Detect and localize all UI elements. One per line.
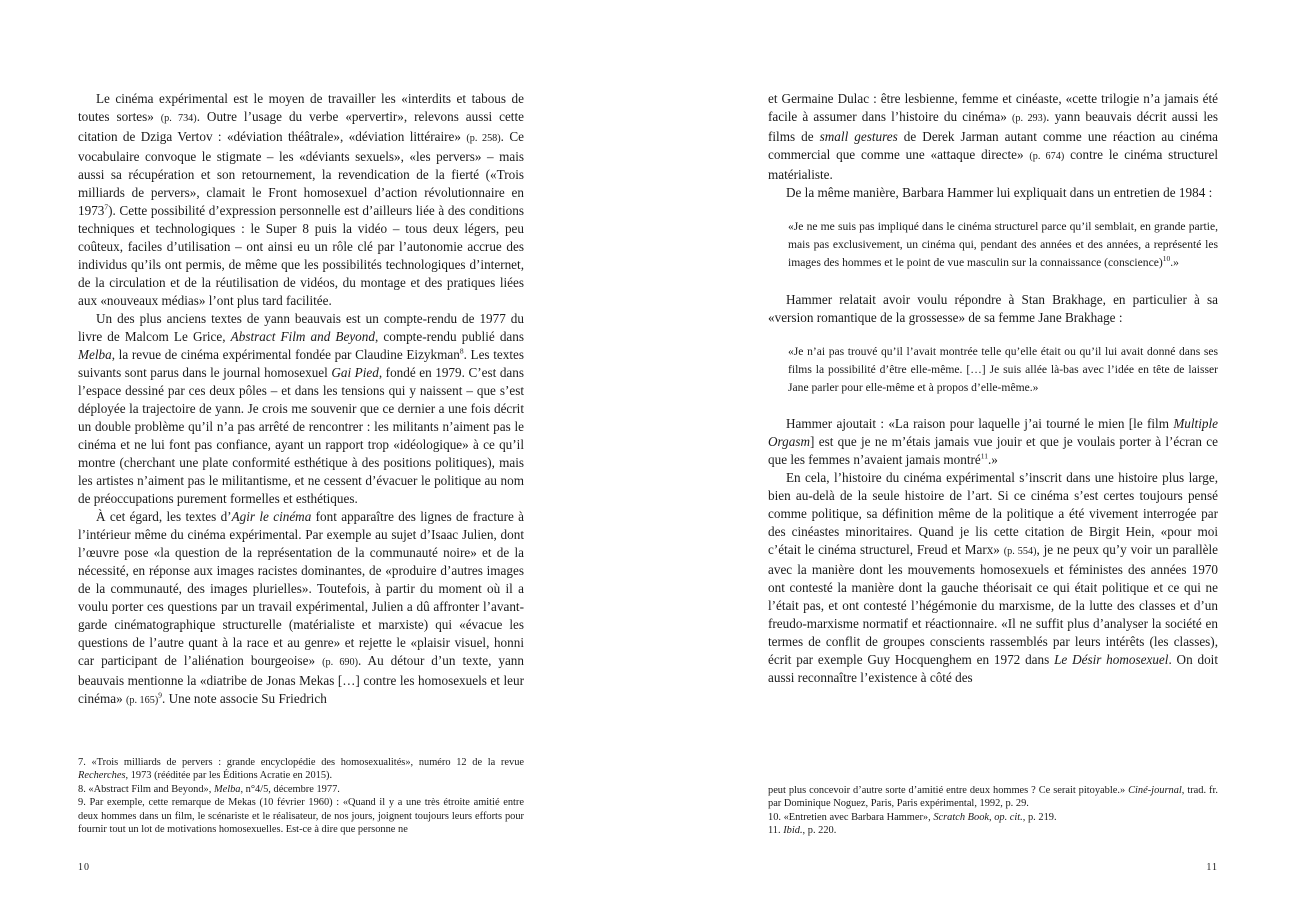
paragraph [768, 415, 1218, 469]
text-run: En cela, l’histoire du cinéma expérimental s’inscrit dans une histoire plus large, bien au-delà de la seule histoire de l’art. Si ce cinéma s’est certes toujours pensé comme politique, sa définition même de la politique a été vivement interrogée par des cinéastes minoritaires. Quand je lis cette citation de Birgit Hein, «pour moi c’était le cinéma structurel, Freud et Marx» [768, 470, 1218, 558]
text-run: font apparaître des lignes de fracture à l’intérieur même du cinéma expérimental. Par exemple au sujet d’Isaac Julien, dont l’œuvre pose «la question de la représentation de la communauté noire» et de la nécessité, en réponse aux images racistes dominantes, de «produire d’autres images de la communauté, des images plurielles». Toutefois, à partir du moment où il a voulu porter ces questions par un travail expérimental, Julien a dû affronter l’avant-garde cinématographique structurelle (matérialiste et marxiste) qui «évacue les questions de l’autre quant à la race et au genre» et rejette le «plaisir visuel, honni car participant de l’aliénation bourgeoise» [78, 509, 525, 668]
block-quote [788, 343, 1218, 398]
page-reference: (p. 690) [322, 657, 359, 668]
left-page [78, 0, 524, 913]
text-run: , p. 220. [802, 825, 837, 837]
page-reference: (p. 674) [1029, 151, 1065, 162]
paragraph [78, 310, 524, 508]
text-run: . Outre l’usage du verbe «pervertir», relevons aussi cette citation de Dziga Vertov : «déviation théâtrale», «déviation littéraire» [78, 109, 524, 144]
footnote [768, 824, 1218, 837]
footnote [78, 796, 524, 836]
text-run: 11. [768, 825, 784, 837]
text-run: 7. «Trois milliards de pervers : grande encyclopédie des homosexualités», numéro 12 de la revue [78, 757, 524, 768]
italic-title: small gestures [819, 129, 898, 144]
right-body-text [768, 90, 1218, 687]
text-run: .» [988, 452, 998, 468]
text-run: ] est que je ne m’étais jamais vue jouir et que je voulais porter à l’écran ce que les femmes n’avaient jamais montré [768, 434, 1218, 468]
italic-title: Agir le cinéma [231, 509, 312, 524]
paragraph [78, 90, 524, 310]
text-run: de Derek Jarman autant comme une réaction au cinéma commercial que comme une «attaque directe» [768, 129, 1218, 162]
footnote [768, 784, 1218, 811]
text-run: , la revue de cinéma expérimental fondée par Claudine Eizykman [111, 347, 460, 362]
page-reference: (p. 258) [466, 133, 501, 144]
left-body-text [78, 90, 524, 710]
text-run: , fondé en 1979. C’est dans l’espace dessiné par ces deux pôles – et dans les tensions qui y naissent – que s’est déployée la trajectoire de yann. Je crois me souvenir que ce dernier a une fois décrit un double problème qu’il n’a pas arrêté de rencontrer : les militants n’aiment pas le cinéma et ne lui font pas confiance, ayant un rapport trop «idéologique» à ce qu’il montre (cherchant une plate conformité esthétique à des positions politiques), mais les artistes n’aiment pas le militantisme, et ne cessent d’évacuer le politique au nom de préoccupations purement formelles et esthétiques. [78, 365, 525, 506]
text-run: , compte-rendu publié dans [374, 329, 525, 344]
text-run: . Au détour d’un texte, yann beauvais mentionne la «diatribe de Jonas Mekas […] contre les homosexuels et leur cinéma» [78, 653, 524, 706]
footnote-ref: 7 [104, 202, 109, 212]
footnote [78, 756, 524, 783]
text-run: . Les textes suivants sont parus dans le journal homosexuel [78, 347, 524, 380]
footnote-ref: 10 [1162, 254, 1171, 264]
text-run: À cet égard, les textes d’ [96, 509, 232, 524]
italic-title: op. cit. [994, 811, 1023, 823]
footnote-ref: 8 [459, 346, 464, 356]
text-run: Un des plus anciens textes de yann beauvais est un compte-rendu de 1977 du livre de Malcom Le Grice, [78, 311, 524, 344]
italic-title: Multiple Orgasm [768, 416, 1218, 450]
text-run: . Une note associe Su Friedrich [161, 691, 327, 706]
paragraph [768, 184, 1218, 202]
page-reference: (p. 165) [125, 695, 159, 706]
text-run: «Je n’ai pas trouvé qu’il l’avait montrée telle qu’elle était ou qu’il lui avait donné dans ses films la possibilité d’être elle-même. […] Je suis allée là-bas avec l’idée en tête de laisser Jane parler pour elle-même et à propos d’elle-même.» [788, 344, 1218, 395]
left-footnotes [78, 756, 524, 836]
text-run: .» [1170, 256, 1179, 270]
paragraph [768, 90, 1218, 184]
footnote [768, 811, 1218, 824]
text-run: . Ce vocabulaire convoque le stigmate – les «déviants sexuels», «les pervers» – mais aussi sa récupération et son retournement, la revendication de la fierté («Trois milliards de pervers», clamait le Front homosexuel d’action révolutionnaire en 1973 [78, 129, 524, 218]
text-run: «Je ne me suis pas impliqué dans le cinéma structurel parce qu’il semblait, en grande partie, mais pas exclusivement, un cinéma qui, pendant des années et des années, a représenté les images des hommes et le point de vue masculin sur la connaissance (conscience) [788, 220, 1218, 270]
text-run: . On doit aussi reconnaître l’existence à côté des [768, 652, 1218, 686]
text-run: , 1973 (rééditée par les Éditions Acratie en 2015). [125, 770, 333, 782]
page-number-right: 11 [1206, 862, 1218, 873]
text-run: contre le cinéma structurel matérialiste. [768, 147, 1218, 182]
italic-title: Recherches [78, 770, 126, 782]
text-run: . yann beauvais décrit aussi les films de [768, 109, 1218, 144]
footnote-ref: 9 [158, 690, 162, 700]
text-run: et Germaine Dulac : être lesbienne, femme et cinéaste, «cette trilogie n’a jamais été facile à assumer dans l’histoire du cinéma» [768, 91, 1218, 124]
page-reference: (p. 293) [1012, 113, 1047, 124]
page-number-left: 10 [78, 862, 90, 873]
text-run: , p. 219. [1022, 811, 1057, 823]
text-run: De la même manière, Barbara Hammer lui expliquait dans un entretien de 1984 : [786, 185, 1213, 200]
text-run: , trad. fr. par Dominique Noguez, Paris, Paris expérimental, 1992, p. 29. [768, 785, 1218, 810]
italic-title: Melba [213, 783, 241, 795]
page-reference: (p. 554) [1003, 546, 1037, 558]
right-footnotes [768, 784, 1218, 838]
block-quote [788, 218, 1218, 273]
italic-title: Gai Pied [331, 365, 379, 380]
text-run: Le cinéma expérimental est le moyen de travailler les «interdits et tabous de toutes sortes» [78, 91, 524, 124]
right-page [768, 0, 1218, 913]
text-run: peut plus concevoir d’autre sorte d’amitié entre deux hommes ? Ce serait pitoyable.» [768, 785, 1129, 796]
text-run: Hammer ajoutait : «La raison pour laquelle j’ai tourné le mien [le film [786, 416, 1174, 432]
page-reference: (p. 734) [160, 113, 197, 124]
text-run: , [989, 811, 995, 823]
text-run: ). Cette possibilité d’expression personnelle est d’ailleurs liée à des conditions techniques et technologiques : le Super 8 puis la vidéo – tous deux légers, peu coûteux, faciles d’utilisation – ont ainsi eu un rôle clé par l’autonomie accrue des individus qu’ils ont permis, de même que les possibilités technologiques d’internet, de la circulation et de la réutilisation de vidéos, du montage et des pratiques liées aux «nouveaux médias» l’ont plus tard facilitée. [78, 203, 524, 308]
text-run: 9. Par exemple, cette remarque de Mekas (10 février 1960) : «Quand il y a une très étroite amitié entre deux hommes dans un film, le scénariste et le réalisateur, de nos jours, joignent toujours leurs efforts pour fournir tout un lot de motivations homosexuelles. Est-ce à dire que personne ne [78, 797, 524, 836]
text-run: , n°4/5, décembre 1977. [240, 783, 340, 795]
text-run: , je ne peux qu’y voir un parallèle avec la manière dont les mouvements homosexuels et féministes des années 1970 ont contesté la manière dont la gauche théorisait ce qui était politique et ce qui ne l’était pas, et ont contesté l’hégémonie du marxisme, de la lutte des classes et d’un freudo-marxisme normatif et réactionnaire. «Il ne suffit plus d’analyser la société en termes de conflit de groupes conscients rassemblés par leurs intérêts (les classes), écrit par exemple Guy Hocquenghem en 1972 dans [768, 542, 1219, 668]
italic-title: Ibid. [783, 825, 803, 837]
italic-title: Abstract Film and Beyond [230, 329, 375, 344]
text-run: 10. «Entretien avec Barbara Hammer», [768, 811, 934, 823]
footnote [78, 783, 524, 796]
paragraph [768, 291, 1218, 327]
italic-title: Ciné-journal [1128, 785, 1182, 796]
italic-title: Melba [78, 347, 112, 362]
text-run: Hammer relatait avoir voulu répondre à Stan Brakhage, en particulier à sa «version romantique de la grossesse» de sa femme Jane Brakhage : [768, 291, 1218, 325]
paragraph [78, 508, 524, 710]
text-run: 8. «Abstract Film and Beyond», [78, 783, 214, 795]
paragraph [768, 469, 1218, 687]
italic-title: Scratch Book [933, 811, 989, 823]
footnote-ref: 11 [980, 451, 988, 461]
italic-title: Le Désir homosexuel [1054, 652, 1169, 668]
